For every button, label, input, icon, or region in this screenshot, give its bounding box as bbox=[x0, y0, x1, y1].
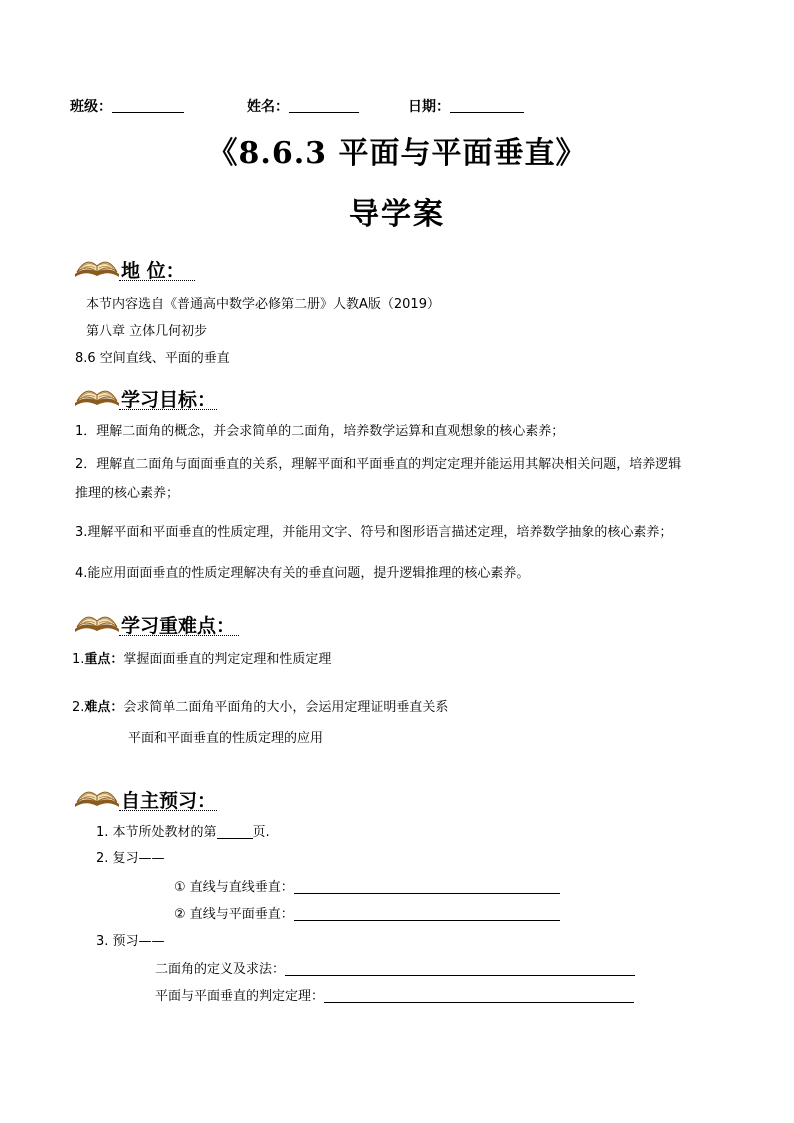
name-label: 姓名： bbox=[247, 99, 289, 115]
preview-line-2-label: 平面与平面垂直的判定定理： bbox=[155, 989, 325, 1004]
preview-item-1-text: 1. 本节所处教材的第 bbox=[96, 825, 217, 840]
name-field bbox=[247, 96, 359, 116]
preview-item-2: 2. 复习—— bbox=[96, 851, 165, 866]
difficulty-text: 会求简单二面角平面角的大小，会运用定理证明垂直关系 bbox=[123, 700, 449, 715]
preview-item-3: 3. 预习—— bbox=[96, 934, 165, 949]
page-number-blank[interactable] bbox=[217, 824, 253, 839]
preview-line-2 bbox=[155, 988, 634, 1005]
name-blank[interactable] bbox=[289, 98, 359, 113]
review-line-2 bbox=[174, 906, 560, 923]
date-field bbox=[408, 96, 524, 116]
review-line-1-blank[interactable] bbox=[294, 879, 560, 894]
class-blank[interactable] bbox=[112, 98, 184, 113]
review-line-2-blank[interactable] bbox=[294, 906, 560, 921]
heading-underline bbox=[119, 810, 217, 811]
position-line-3: 8.6 空间直线、平面的垂直 bbox=[75, 351, 230, 366]
objective-4: 4.能应用面面垂直的性质定理解决有关的垂直问题，提升逻辑推理的核心素养。 bbox=[75, 566, 530, 581]
section-keypoints-heading bbox=[73, 607, 243, 637]
preview-line-1-blank[interactable] bbox=[285, 961, 635, 976]
section-keypoints-label: 学习重难点： bbox=[121, 615, 236, 637]
open-book-icon bbox=[73, 381, 121, 409]
review-line-1-label: ① 直线与直线垂直： bbox=[174, 880, 294, 895]
preview-item-1 bbox=[96, 824, 270, 841]
section-preview-label: 自主预习： bbox=[121, 790, 217, 812]
section-position-heading bbox=[73, 252, 203, 282]
position-line-1: 本节内容选自《普通高中数学必修第二册》人教A版（2019） bbox=[86, 297, 440, 312]
section-objectives-heading bbox=[73, 381, 223, 411]
preview-line-1 bbox=[155, 961, 635, 978]
review-line-2-label: ② 直线与平面垂直： bbox=[174, 907, 294, 922]
focus-label: 重点： bbox=[84, 652, 124, 667]
objective-1: 1．理解二面角的概念，并会求简单的二面角，培养数学运算和直观想象的核心素养； bbox=[75, 424, 565, 439]
preview-line-1-label: 二面角的定义及求法： bbox=[155, 962, 286, 977]
heading-underline bbox=[119, 635, 239, 636]
heading-underline bbox=[119, 280, 195, 281]
section-position-label: 地 位： bbox=[121, 260, 185, 282]
preview-line-2-blank[interactable] bbox=[324, 988, 634, 1003]
difficulty-prefix: 2. bbox=[72, 700, 85, 715]
focus-text: 掌握面面垂直的判定定理和性质定理 bbox=[123, 652, 332, 667]
objective-3: 3.理解平面和平面垂直的性质定理，并能用文字、符号和图形语言描述定理，培养数学抽象的核心素养； bbox=[75, 525, 673, 540]
open-book-icon bbox=[73, 782, 121, 810]
date-blank[interactable] bbox=[450, 98, 524, 113]
heading-underline bbox=[119, 409, 217, 410]
focus-prefix: 1. bbox=[72, 652, 85, 667]
section-objectives-label: 学习目标： bbox=[121, 389, 217, 411]
page-title: 《8.6.3 平面与平面垂直》 bbox=[207, 136, 587, 171]
date-label: 日期： bbox=[408, 99, 450, 115]
review-line-1 bbox=[174, 879, 560, 896]
position-line-2: 第八章 立体几何初步 bbox=[86, 324, 208, 339]
objective-2-cont: 推理的核心素养； bbox=[75, 486, 180, 501]
objective-2: 2．理解直二面角与面面垂直的关系，理解平面和平面垂直的判定定理并能运用其解决相关问题，培养逻辑 bbox=[75, 457, 682, 472]
preview-item-1-suffix: 页. bbox=[252, 825, 270, 840]
section-preview-heading bbox=[73, 782, 223, 812]
focus-line bbox=[72, 652, 331, 668]
difficulty-line-2: 平面和平面垂直的性质定理的应用 bbox=[128, 731, 324, 746]
difficulty-label: 难点： bbox=[84, 700, 124, 715]
open-book-icon bbox=[73, 607, 121, 635]
open-book-icon bbox=[73, 252, 121, 280]
difficulty-line bbox=[72, 700, 448, 716]
class-field bbox=[70, 96, 184, 116]
page-subtitle: 导学案 bbox=[349, 197, 445, 232]
class-label: 班级： bbox=[70, 99, 112, 115]
